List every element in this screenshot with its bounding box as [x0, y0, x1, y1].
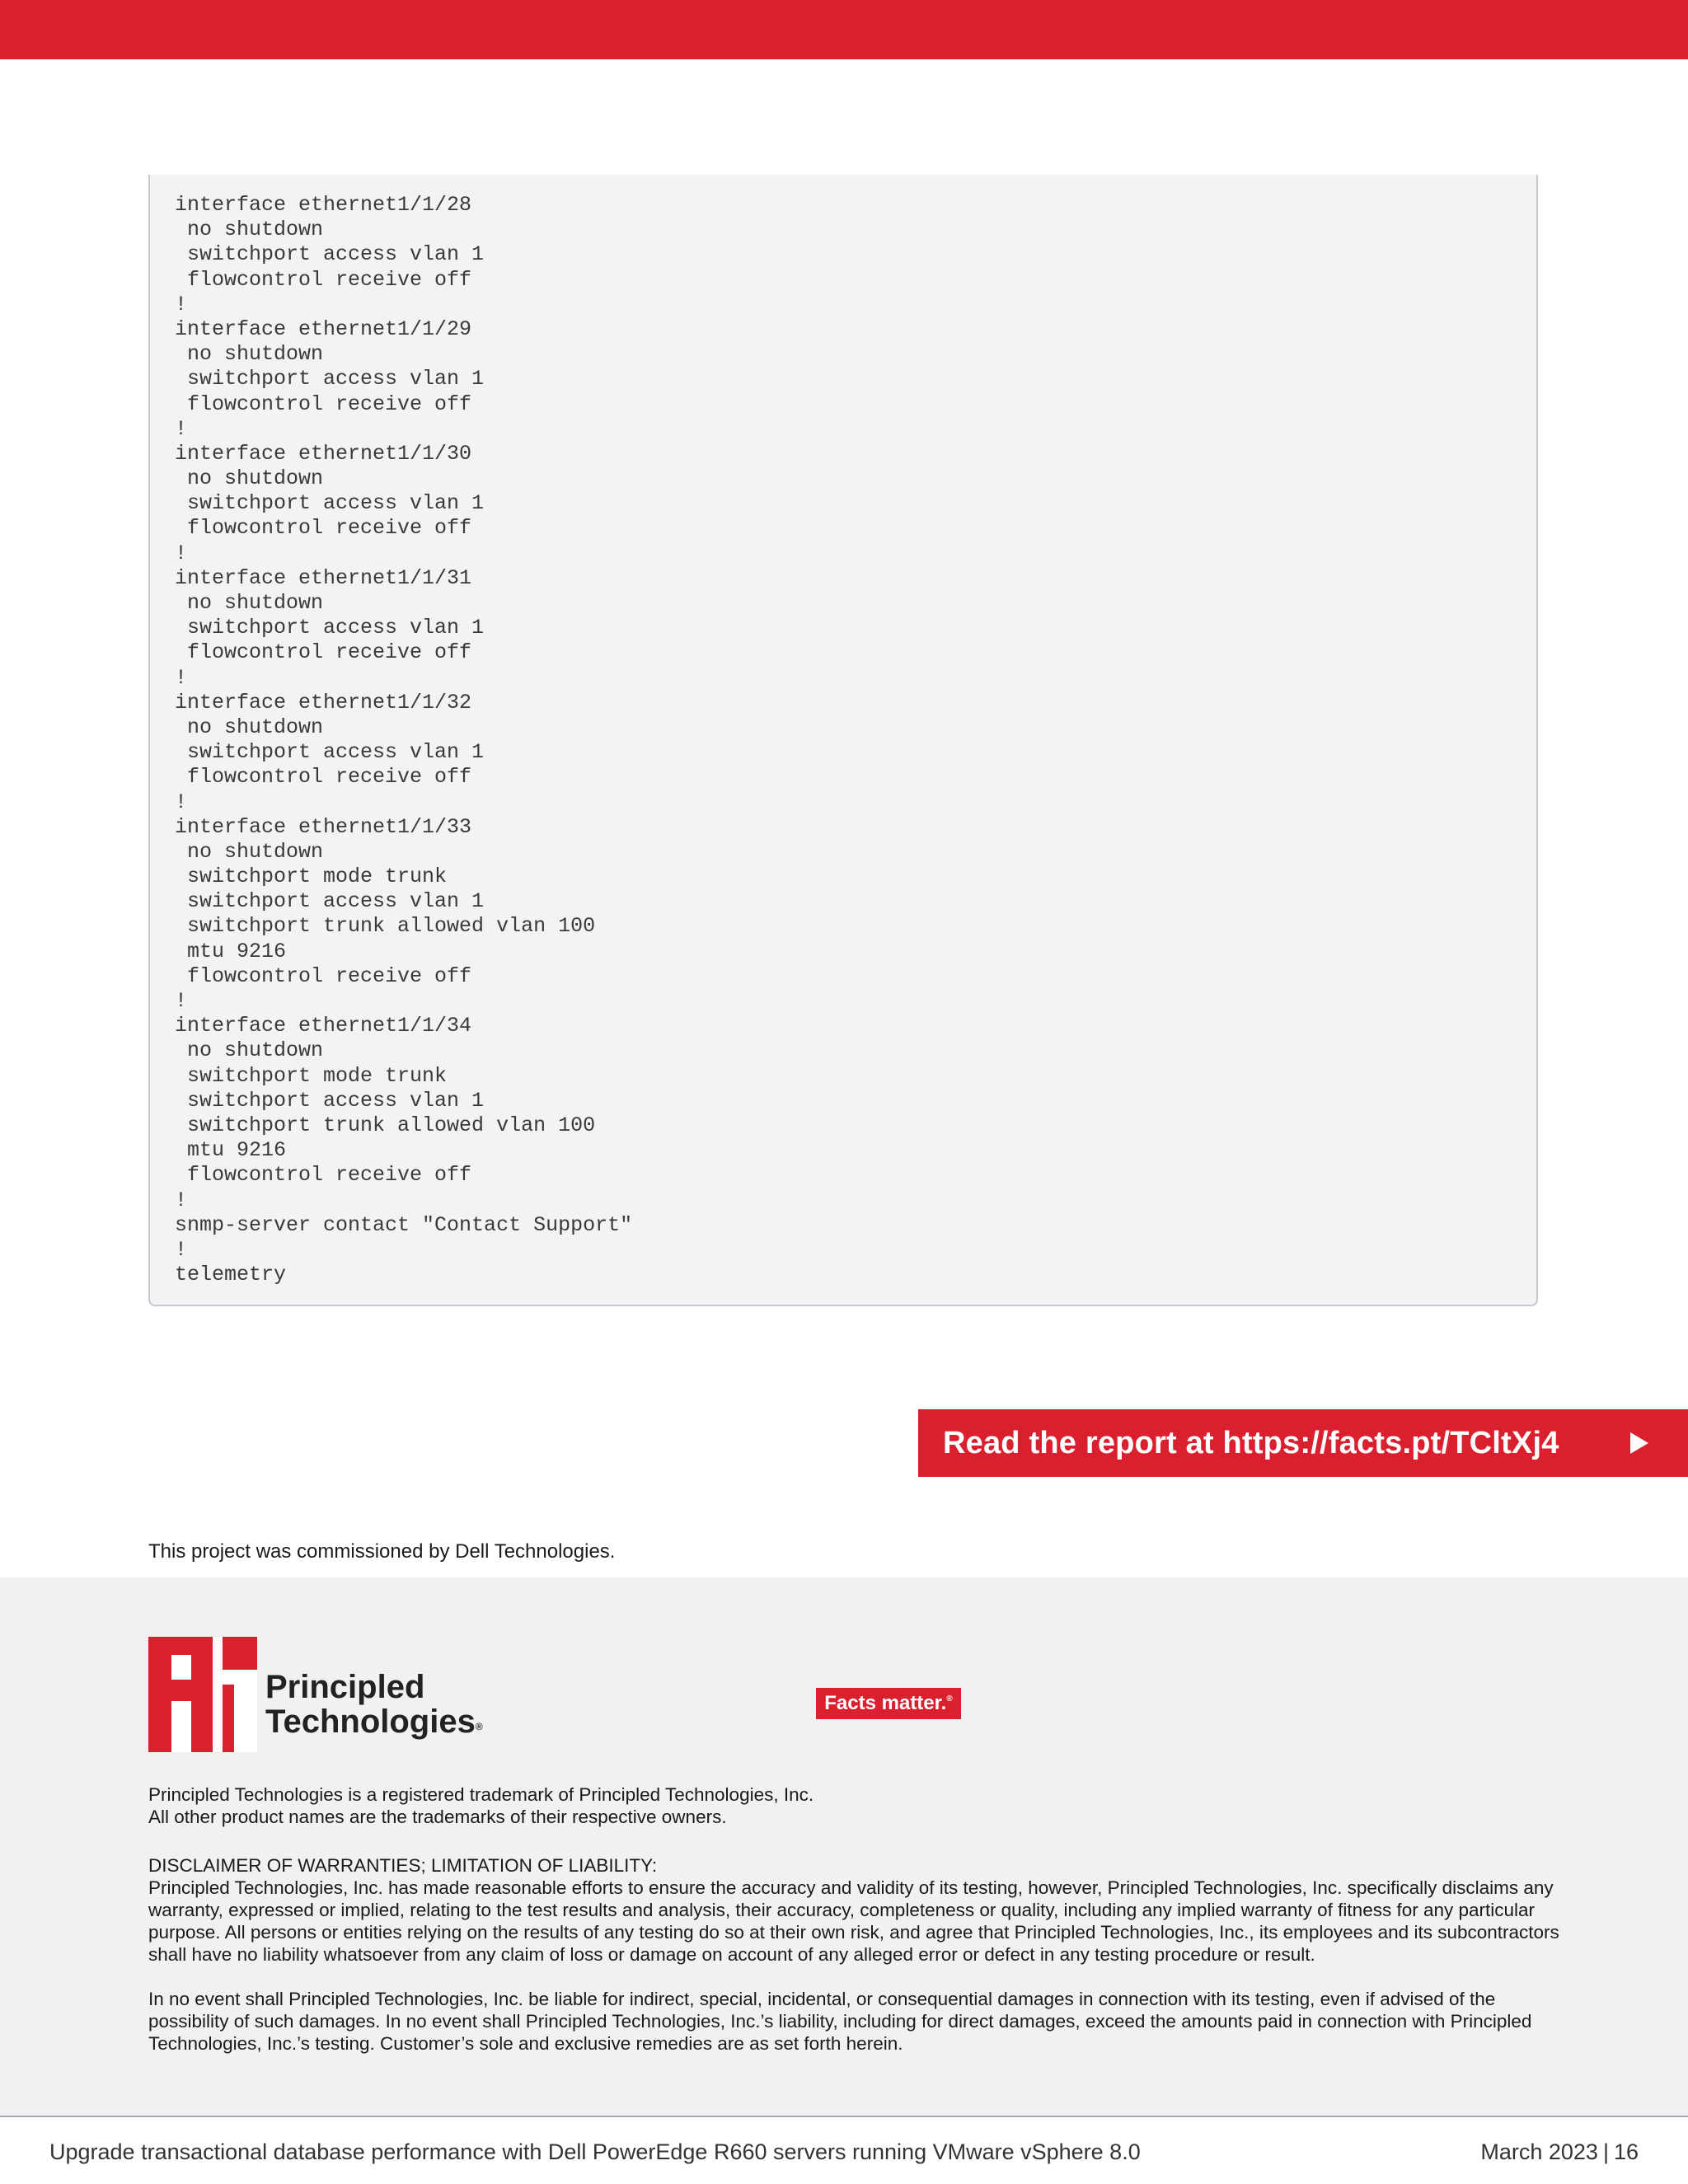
code-line: interface ethernet1/1/32 [175, 690, 472, 715]
top-brand-bar [0, 0, 1688, 59]
code-line: ! [175, 790, 188, 814]
trademark-line-1: Principled Technologies is a registered trademark of Principled Technologies, Inc. [148, 1784, 814, 1805]
code-line: flowcontrol receive off [175, 963, 472, 988]
logo-line-1: Principled [265, 1669, 425, 1705]
code-line: telemetry [175, 1263, 287, 1287]
footer-report-title: Upgrade transactional database performance with Dell PowerEdge R660 servers running VMware vSphere 8.0 [49, 2139, 1141, 2164]
code-line: interface ethernet1/1/33 [175, 814, 472, 839]
facts-matter-text: Facts matter. [824, 1692, 947, 1714]
trademark-notice [148, 1783, 1566, 1828]
pt-logo-mark-icon [148, 1637, 257, 1752]
footer-date: March 2023 [1480, 2139, 1598, 2164]
play-arrow-icon [1630, 1432, 1648, 1454]
code-line: mtu 9216 [175, 1138, 287, 1163]
code-line: ! [175, 665, 188, 690]
code-line: no shutdown [175, 466, 324, 491]
code-line: flowcontrol receive off [175, 267, 472, 292]
code-line: interface ethernet1/1/28 [175, 193, 472, 217]
code-line: no shutdown [175, 715, 324, 739]
code-line: interface ethernet1/1/34 [175, 1014, 472, 1038]
code-line: switchport mode trunk [175, 1063, 448, 1088]
read-report-link[interactable] [918, 1409, 1688, 1477]
code-line: mtu 9216 [175, 939, 287, 963]
code-line: flowcontrol receive off [175, 765, 472, 790]
code-line: switchport access vlan 1 [175, 616, 485, 640]
code-line: switchport trunk allowed vlan 100 [175, 914, 596, 939]
code-line: interface ethernet1/1/29 [175, 316, 472, 341]
code-line: no shutdown [175, 839, 324, 864]
liability-paragraph: In no event shall Principled Technologies, Inc. be liable for indirect, special, incidental, or consequential damages in connection with its testing, even if advised of the possibility of such damages. In no event shall Principled Technologies, Inc.’s liability, including for direct damages, exceed the amounts paid in connection with Principled Technologies, Inc.’s testing. Customer’s sole and exclusive remedies are as set forth herein. [148, 1989, 1532, 2054]
code-line: switchport access vlan 1 [175, 740, 485, 765]
code-line: no shutdown [175, 342, 324, 367]
facts-matter-badge [816, 1688, 961, 1719]
code-line: flowcontrol receive off [175, 516, 472, 541]
code-line: flowcontrol receive off [175, 1163, 472, 1188]
page-number: 16 [1613, 2139, 1639, 2164]
code-line: no shutdown [175, 1038, 324, 1063]
code-line: ! [175, 1237, 188, 1262]
code-line: ! [175, 541, 188, 565]
logo-registered-mark: ® [475, 1721, 483, 1732]
code-line: flowcontrol receive off [175, 640, 472, 665]
code-line: switchport access vlan 1 [175, 1088, 485, 1113]
footer-separator: | [1602, 2139, 1609, 2164]
code-line: ! [175, 292, 188, 316]
code-line: switchport access vlan 1 [175, 367, 485, 391]
disclaimer-body: Principled Technologies, Inc. has made reasonable efforts to ensure the accuracy and validity of its testing, however, Principled Technologies, Inc. specifically disclaims any warranty, expressed or implied, relating to the test results and analysis, their accuracy, completeness or quality, including any implied warranty of fitness for any particular purpose. All persons or entities relying on the results of any testing do so at their own risk, and agree that Principled Technologies, Inc., its employees and its subcontractors shall have no liability whatsoever from any claim of loss or damage on account of any alleged error or defect in any testing procedure or result. [148, 1877, 1559, 1965]
read-report-text: Read the report at https://facts.pt/TCltXj4 [943, 1425, 1559, 1460]
facts-registered-mark: ® [946, 1694, 953, 1704]
code-line: interface ethernet1/1/30 [175, 441, 472, 466]
commission-note: This project was commissioned by Dell Technologies. [148, 1540, 616, 1563]
logo-wordmark [265, 1670, 483, 1739]
footer-date-page [1480, 2139, 1639, 2165]
code-line: no shutdown [175, 591, 324, 615]
config-code-block [148, 175, 1538, 1306]
code-line: ! [175, 989, 188, 1013]
code-line: ! [175, 416, 188, 441]
trademark-line-2: All other product names are the trademarks of their respective owners. [148, 1807, 727, 1827]
footer-divider [0, 2116, 1688, 2117]
code-line: switchport trunk allowed vlan 100 [175, 1113, 596, 1137]
principled-technologies-logo [148, 1637, 486, 1752]
code-line: flowcontrol receive off [175, 391, 472, 416]
code-line: interface ethernet1/1/31 [175, 565, 472, 590]
code-line: ! [175, 1188, 188, 1212]
code-line: switchport access vlan 1 [175, 242, 485, 267]
code-line: switchport access vlan 1 [175, 491, 485, 516]
logo-line-2: Technologies [265, 1704, 476, 1740]
disclaimer-heading: DISCLAIMER OF WARRANTIES; LIMITATION OF LIABILITY: [148, 1855, 658, 1876]
code-line: snmp-server contact "Contact Support" [175, 1212, 633, 1237]
code-line: switchport access vlan 1 [175, 889, 485, 914]
code-line: switchport mode trunk [175, 865, 448, 889]
code-line: no shutdown [175, 218, 324, 242]
